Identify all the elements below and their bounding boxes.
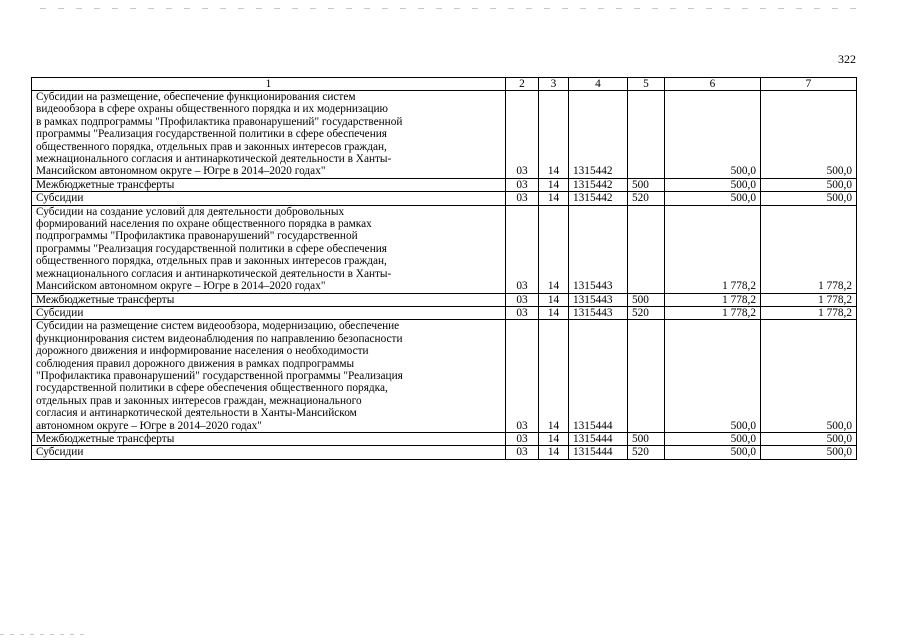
column-header-6: 6 bbox=[665, 78, 761, 91]
subsection-cell: 14 bbox=[539, 293, 569, 306]
description-line: формирований населения по охране общественного порядка в рамках bbox=[36, 218, 372, 231]
scan-artifact-top bbox=[40, 8, 860, 9]
target-article-cell: 1315442 bbox=[569, 192, 628, 205]
subsection-cell: 14 bbox=[539, 205, 569, 293]
target-article-cell: 1315442 bbox=[569, 91, 628, 179]
amount-cell: 1 778,2 bbox=[665, 293, 761, 306]
column-header-7: 7 bbox=[761, 78, 857, 91]
column-header-3: 3 bbox=[539, 78, 569, 91]
amount-cell: 500,0 bbox=[665, 320, 761, 433]
description-cell bbox=[32, 205, 506, 293]
amount-cell: 500,0 bbox=[665, 432, 761, 445]
target-article-cell: 1315444 bbox=[569, 432, 628, 445]
amount-cell: 1 778,2 bbox=[665, 205, 761, 293]
description-line: "Профилактика правонарушений" государственной программы "Реализация bbox=[36, 369, 403, 382]
description-line: программы "Реализация государственной политики в сфере обеспечения bbox=[36, 242, 387, 255]
target-article-cell: 1315443 bbox=[569, 293, 628, 306]
amount-cell: 500,0 bbox=[665, 178, 761, 191]
description-line: подпрограммы "Профилактика правонарушений" государственной bbox=[36, 230, 358, 243]
description-line: государственной политики в сфере обеспечения общественного порядка, bbox=[36, 382, 388, 395]
amount-cell: 500,0 bbox=[665, 192, 761, 205]
table-row bbox=[32, 293, 857, 306]
subsection-cell: 14 bbox=[539, 178, 569, 191]
description-line: Межбюджетные трансферты bbox=[36, 293, 175, 306]
table-header-row bbox=[32, 78, 857, 91]
subsection-cell: 14 bbox=[539, 91, 569, 179]
column-header-4: 4 bbox=[569, 78, 628, 91]
expense-type-cell: 520 bbox=[628, 446, 665, 459]
description-line: согласия и антинаркотической деятельности в Ханты-Мансийском bbox=[36, 407, 357, 420]
description-line: в рамках подпрограммы "Профилактика правонарушений" государственной bbox=[36, 115, 403, 128]
description-cell bbox=[32, 91, 506, 179]
target-article-cell: 1315444 bbox=[569, 320, 628, 433]
description-line: Субсидии на размещение систем видеообзора, модернизацию, обеспечение bbox=[36, 320, 400, 333]
amount-total-cell: 500,0 bbox=[761, 91, 857, 179]
amount-cell: 500,0 bbox=[665, 91, 761, 179]
description-line: Мансийском автономном округе – Югре в 2014–2020 годах" bbox=[36, 165, 326, 178]
expense-type-cell bbox=[628, 91, 665, 179]
description-line: Межбюджетные трансферты bbox=[36, 432, 175, 445]
table-row bbox=[32, 446, 857, 459]
table-row bbox=[32, 192, 857, 205]
description-cell bbox=[32, 293, 506, 306]
amount-total-cell: 1 778,2 bbox=[761, 293, 857, 306]
page-number: 322 bbox=[838, 52, 856, 66]
section-cell: 03 bbox=[506, 432, 539, 445]
description-cell bbox=[32, 306, 506, 319]
description-line: Межбюджетные трансферты bbox=[36, 178, 175, 191]
description-line: Субсидии на создание условий для деятельности добровольных bbox=[36, 205, 345, 218]
table-row bbox=[32, 432, 857, 445]
description-line: функционирования систем видеонаблюдения по направлению безопасности bbox=[36, 332, 403, 345]
amount-cell: 500,0 bbox=[665, 446, 761, 459]
table-row bbox=[32, 178, 857, 191]
description-line: Субсидии bbox=[36, 192, 84, 205]
amount-total-cell: 1 778,2 bbox=[761, 205, 857, 293]
section-cell: 03 bbox=[506, 293, 539, 306]
amount-total-cell: 500,0 bbox=[761, 446, 857, 459]
target-article-cell: 1315443 bbox=[569, 306, 628, 319]
amount-total-cell: 500,0 bbox=[761, 432, 857, 445]
amount-total-cell: 500,0 bbox=[761, 192, 857, 205]
section-cell: 03 bbox=[506, 178, 539, 191]
subsection-cell: 14 bbox=[539, 192, 569, 205]
table-row-program bbox=[32, 91, 857, 179]
column-header-1: 1 bbox=[32, 78, 506, 91]
subsection-cell: 14 bbox=[539, 432, 569, 445]
description-line: Субсидии bbox=[36, 306, 84, 319]
table-row-program bbox=[32, 205, 857, 293]
expense-type-cell: 520 bbox=[628, 192, 665, 205]
description-line: межнационального согласия и антинаркотической деятельности в Ханты- bbox=[36, 153, 392, 166]
column-header-5: 5 bbox=[628, 78, 665, 91]
expense-type-cell: 500 bbox=[628, 293, 665, 306]
description-cell bbox=[32, 432, 506, 445]
description-line: дорожного движения и информирование населения о необходимости bbox=[36, 345, 369, 358]
amount-total-cell: 500,0 bbox=[761, 320, 857, 433]
amount-cell: 1 778,2 bbox=[665, 306, 761, 319]
scan-artifact-bottom bbox=[0, 634, 90, 635]
amount-total-cell: 500,0 bbox=[761, 178, 857, 191]
section-cell: 03 bbox=[506, 446, 539, 459]
subsection-cell: 14 bbox=[539, 446, 569, 459]
target-article-cell: 1315443 bbox=[569, 205, 628, 293]
subsection-cell: 14 bbox=[539, 320, 569, 433]
description-line: соблюдения правил дорожного движения в рамках подпрограммы bbox=[36, 357, 355, 370]
description-line: общественного порядка, отдельных прав и законных интересов граждан, bbox=[36, 255, 387, 268]
column-header-2: 2 bbox=[506, 78, 539, 91]
subsection-cell: 14 bbox=[539, 306, 569, 319]
description-line: Субсидии на размещение, обеспечение функционирования систем bbox=[36, 91, 356, 103]
table-row-program bbox=[32, 320, 857, 433]
description-line: автономном округе – Югре в 2014–2020 годах" bbox=[36, 419, 262, 432]
description-cell bbox=[32, 446, 506, 459]
section-cell: 03 bbox=[506, 320, 539, 433]
expense-type-cell: 520 bbox=[628, 306, 665, 319]
expense-type-cell: 500 bbox=[628, 178, 665, 191]
section-cell: 03 bbox=[506, 91, 539, 179]
expense-type-cell: 500 bbox=[628, 432, 665, 445]
table-row bbox=[32, 306, 857, 319]
description-line: Мансийском автономном округе – Югре в 2014–2020 годах" bbox=[36, 280, 326, 293]
target-article-cell: 1315444 bbox=[569, 446, 628, 459]
description-line: отдельных прав и законных интересов граждан, межнационального bbox=[36, 394, 362, 407]
description-cell bbox=[32, 320, 506, 433]
description-line: общественного порядка, отдельных прав и законных интересов граждан, bbox=[36, 140, 387, 153]
description-cell bbox=[32, 192, 506, 205]
expense-type-cell bbox=[628, 205, 665, 293]
description-line: видеообзора в сфере охраны общественного порядка и их модернизацию bbox=[36, 103, 388, 116]
description-line: программы "Реализация государственной политики в сфере обеспечения bbox=[36, 128, 387, 141]
description-line: Субсидии bbox=[36, 446, 84, 459]
target-article-cell: 1315442 bbox=[569, 178, 628, 191]
description-cell bbox=[32, 178, 506, 191]
budget-table bbox=[31, 77, 857, 460]
description-line: межнационального согласия и антинаркотической деятельности в Ханты- bbox=[36, 267, 392, 280]
section-cell: 03 bbox=[506, 205, 539, 293]
expense-type-cell bbox=[628, 320, 665, 433]
amount-total-cell: 1 778,2 bbox=[761, 306, 857, 319]
section-cell: 03 bbox=[506, 192, 539, 205]
section-cell: 03 bbox=[506, 306, 539, 319]
